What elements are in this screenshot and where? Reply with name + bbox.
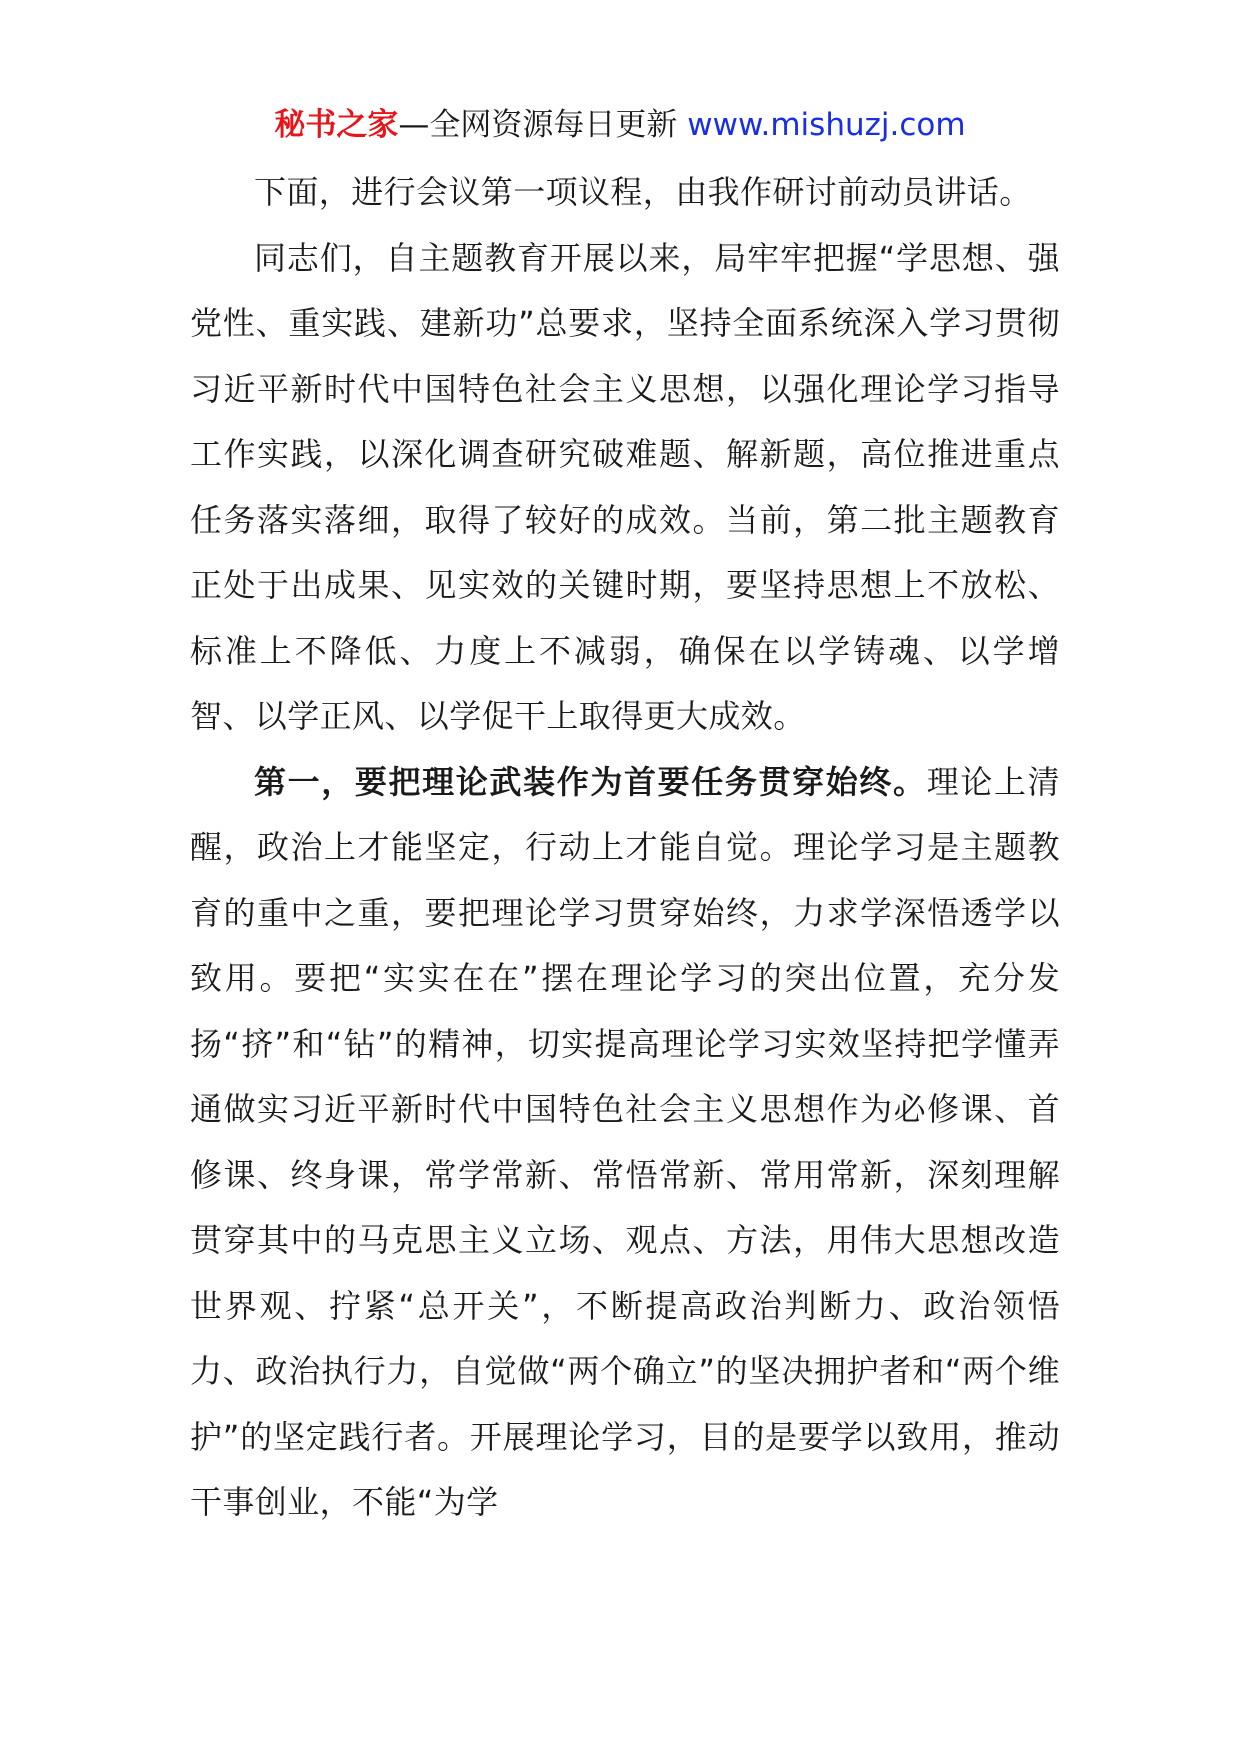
paragraph-overview [190,226,1060,750]
paragraph-heading: 第一，要把理论武装作为首要任务贯穿始终。 [254,762,927,801]
document-body [190,160,1060,1536]
page-header [0,103,1240,147]
brand-name: 秘书之家 [274,107,399,143]
paragraph-text: 下面，进行会议第一项议程，由我作研讨前动员讲话。 [254,173,1032,211]
paragraph-text: 理论上清醒，政治上才能坚定，行动上才能自觉。理论学习是主题教育的重中之重，要把理论学习贯穿始终，力求学深悟透学以致用。要把“实实在在”摆在理论学习的突出位置，充分发扬“挤”和“钻”的精神，切实提高理论学习实效坚持把学懂弄通做实习近平新时代中国特色社会主义思想作为必修课、首修课、终身课，常学常新、常悟常新、常用常新，深刻理解贯穿其中的马克思主义立场、观点、方法，用伟大思想改造世界观、拧紧“总开关”，不断提高政治判断力、政治领悟力、政治执行力，自觉做“两个确立”的坚决拥护者和“两个维护”的坚定践行者。开展理论学习，目的是要学以致用，推动干事创业，不能“为学 [190,762,1060,1521]
paragraph-text: 同志们，自主题教育开展以来，局牢牢把握“学思想、强党性、重实践、建新功”总要求，坚持全面系统深入学习贯彻习近平新时代中国特色社会主义思想，以强化理论学习指导工作实践，以深化调查研究破难题、解新题，高位推进重点任务落实落细，取得了较好的成效。当前，第二批主题教育正处于出成果、见实效的关键时期，要坚持思想上不放松、标准上不降低、力度上不减弱，确保在以学铸魂、以学增智、以学正风、以学促干上取得更大成效。 [190,238,1060,735]
header-tagline: —全网资源每日更新 [398,107,688,143]
paragraph-first-point [190,750,1060,1536]
paragraph-intro [190,160,1060,226]
site-url-link[interactable]: www.mishuzj.com [687,107,966,143]
